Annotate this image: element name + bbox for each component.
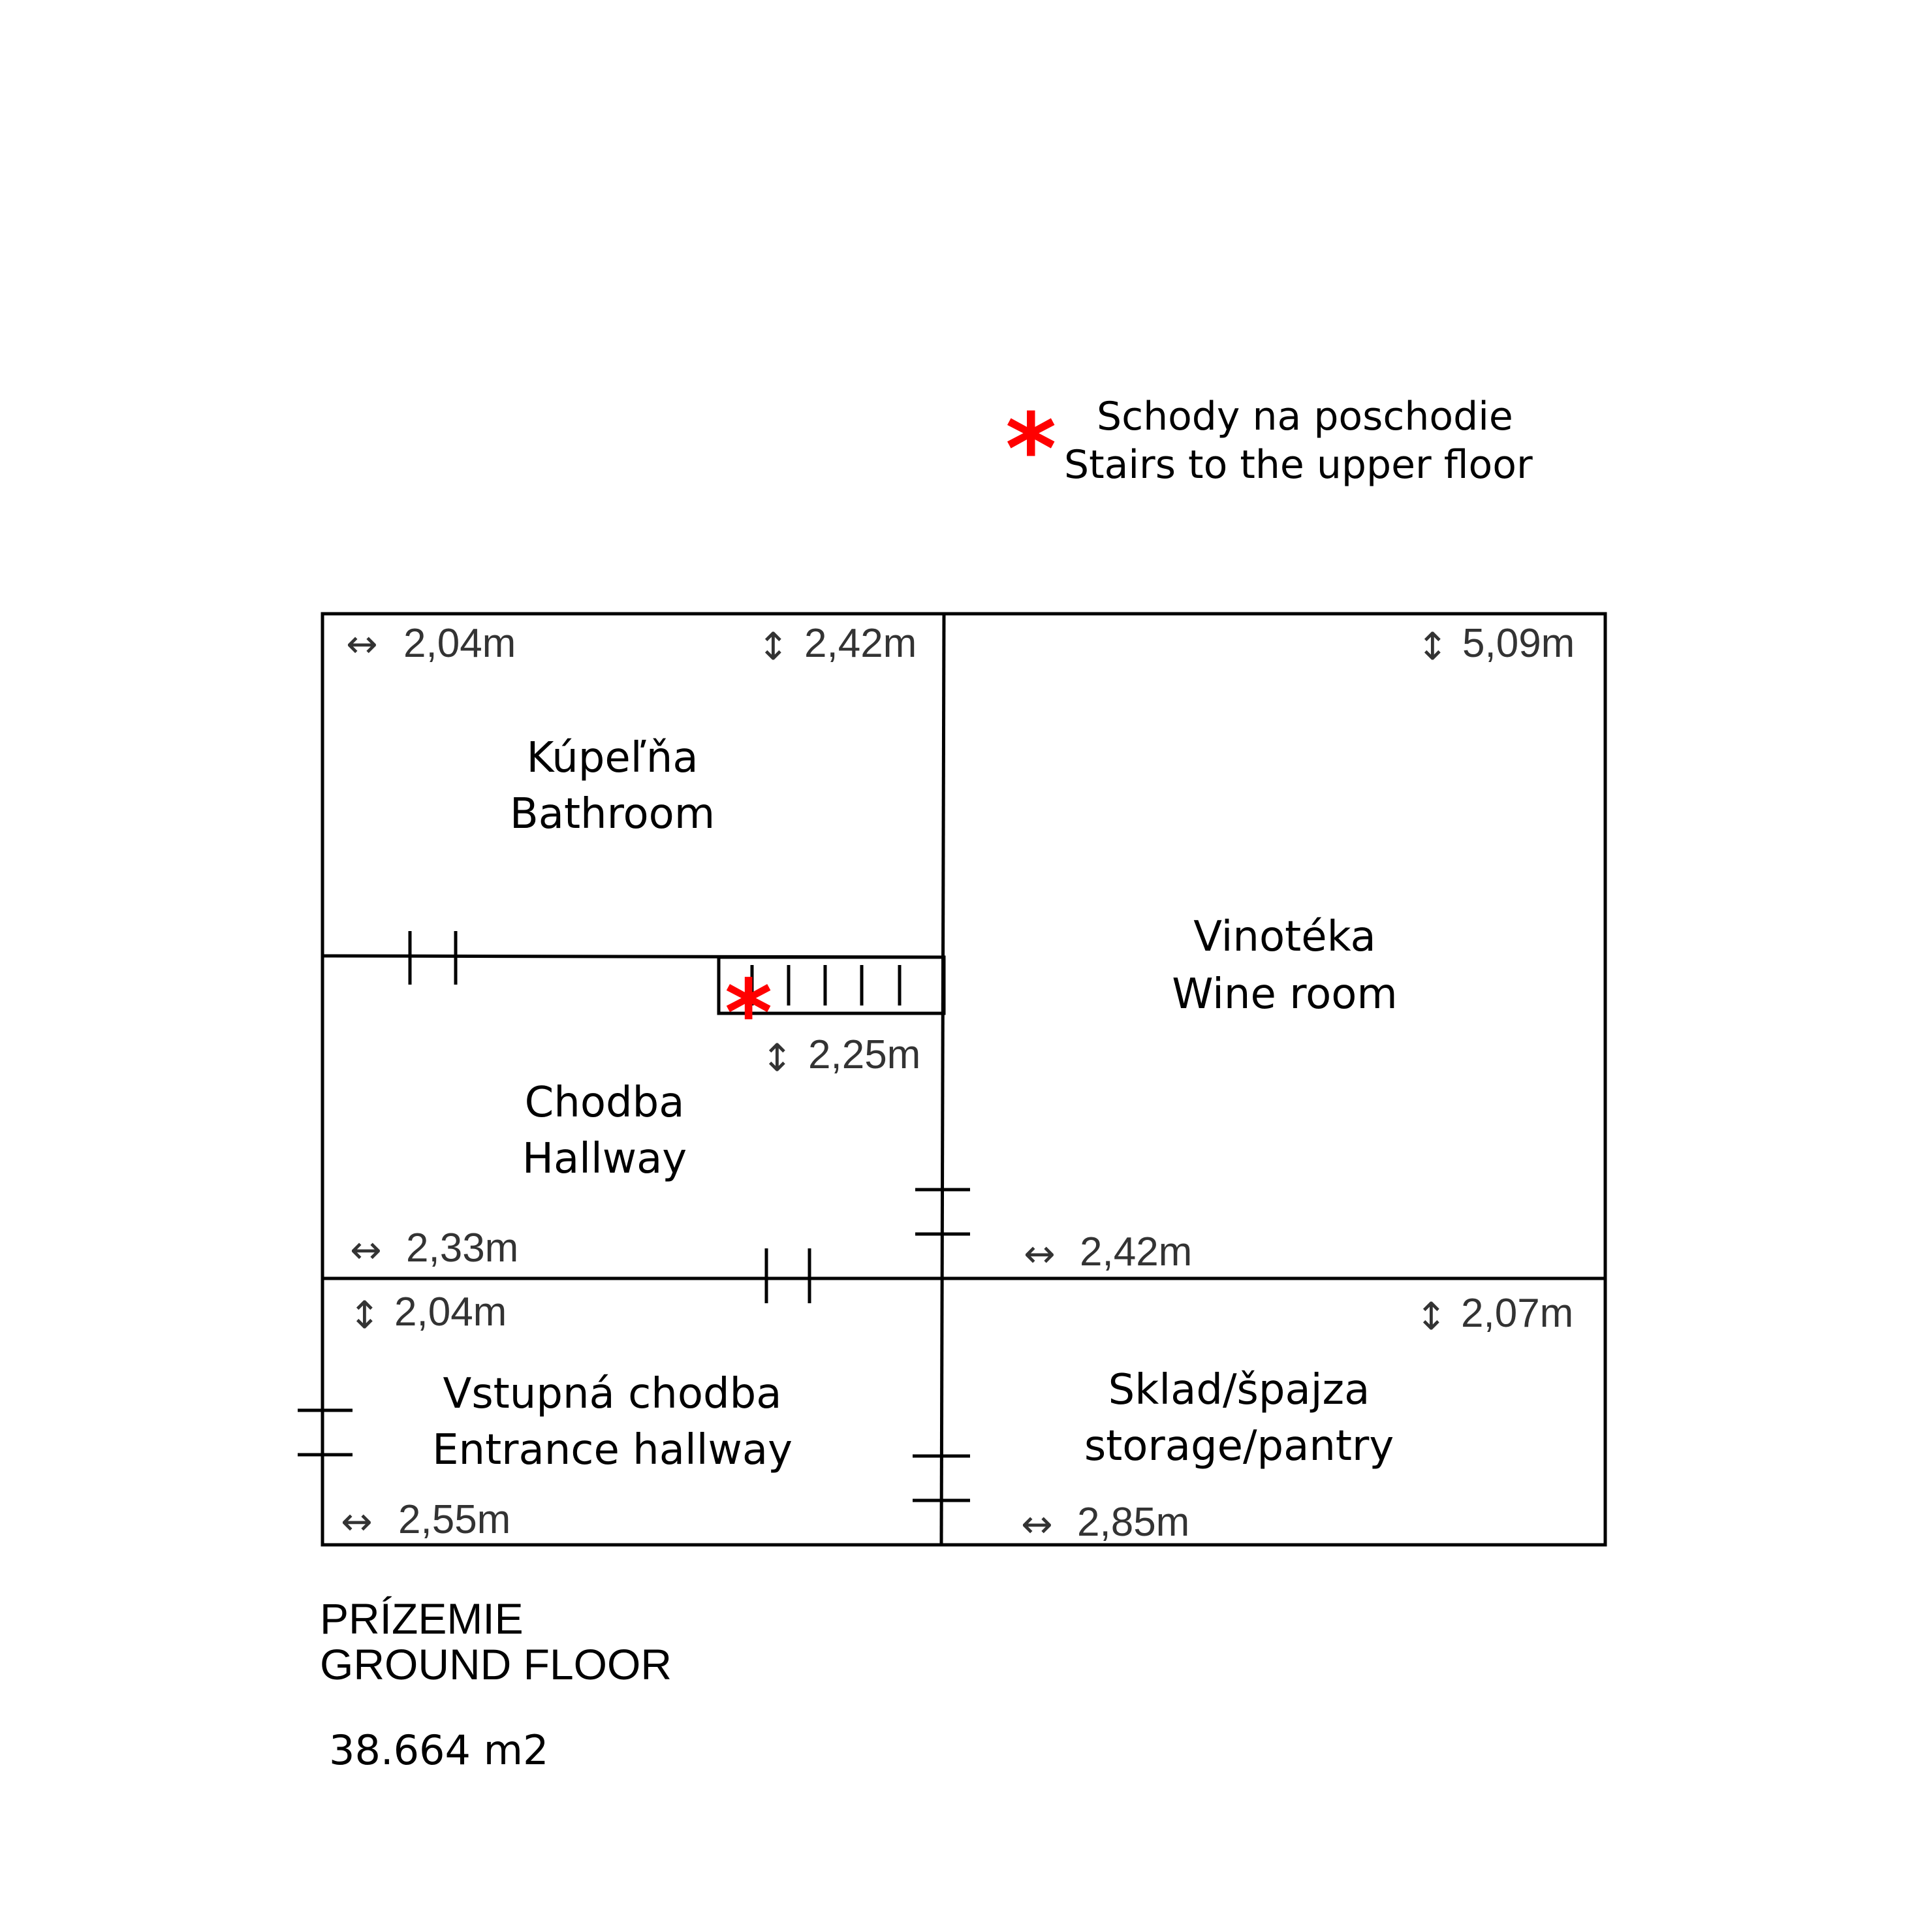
hallway-name-sk: Chodba [524,1079,685,1127]
horizontal-arrow-icon: ↔ [350,1227,382,1272]
entrance-width: 2,55m [398,1497,511,1542]
entrance-name-en: Entrance hallway [432,1426,793,1474]
wall-vertical-center [941,614,944,1545]
storage-name-en: storage/pantry [1084,1422,1394,1470]
storage-name-sk: Sklad/špajza [1108,1366,1370,1414]
hallway-width: 2,33m [406,1226,519,1271]
bathroom-name-sk: Kúpeľňa [526,734,699,782]
bathroom-length: 2,42m [804,621,917,666]
storage-length: 2,07m [1461,1291,1574,1336]
room-wine [1024,621,1575,1276]
legend [1005,393,1533,507]
horizontal-arrow-icon: ↔ [346,622,378,666]
wine-room-name-sk: Vinotéka [1193,913,1376,961]
legend-star-icon: * [1005,393,1057,507]
horizontal-arrow-icon: ↔ [1021,1502,1053,1546]
hallway-name-en: Hallway [522,1135,687,1183]
vertical-arrow-icon: ↕ [757,624,789,669]
vertical-arrow-icon: ↕ [1415,1294,1447,1338]
bathroom-width: 2,04m [403,621,516,666]
legend-line-en: Stairs to the upper floor [1064,442,1533,488]
vertical-arrow-icon: ↕ [1417,624,1449,669]
floor-area: 38.664 m2 [329,1726,549,1774]
storage-width: 2,85m [1077,1500,1190,1545]
horizontal-arrow-icon: ↔ [1024,1231,1056,1276]
room-entrance [341,1290,793,1544]
room-hallway [350,1032,920,1272]
legend-line-sk: Schody na poschodie [1097,394,1513,439]
room-storage [1021,1291,1573,1546]
stairs-star-icon: * [725,960,773,1067]
wine-room-width: 2,42m [1080,1229,1193,1275]
horizontal-arrow-icon: ↔ [341,1499,373,1544]
wine-room-name-en: Wine room [1172,970,1398,1019]
floor-info [320,1594,672,1774]
bathroom-name-en: Bathroom [509,790,715,838]
floor-title-sk: PRÍZEMIE [320,1594,524,1643]
entrance-length: 2,04m [394,1290,507,1335]
room-bathroom [346,621,917,838]
vertical-arrow-icon: ↕ [349,1293,381,1337]
wine-room-length: 5,09m [1462,621,1575,666]
floor-title-en: GROUND FLOOR [320,1640,672,1688]
entrance-name-sk: Vstupná chodba [443,1370,782,1418]
vertical-arrow-icon: ↕ [761,1036,793,1080]
hallway-length: 2,25m [808,1032,921,1077]
